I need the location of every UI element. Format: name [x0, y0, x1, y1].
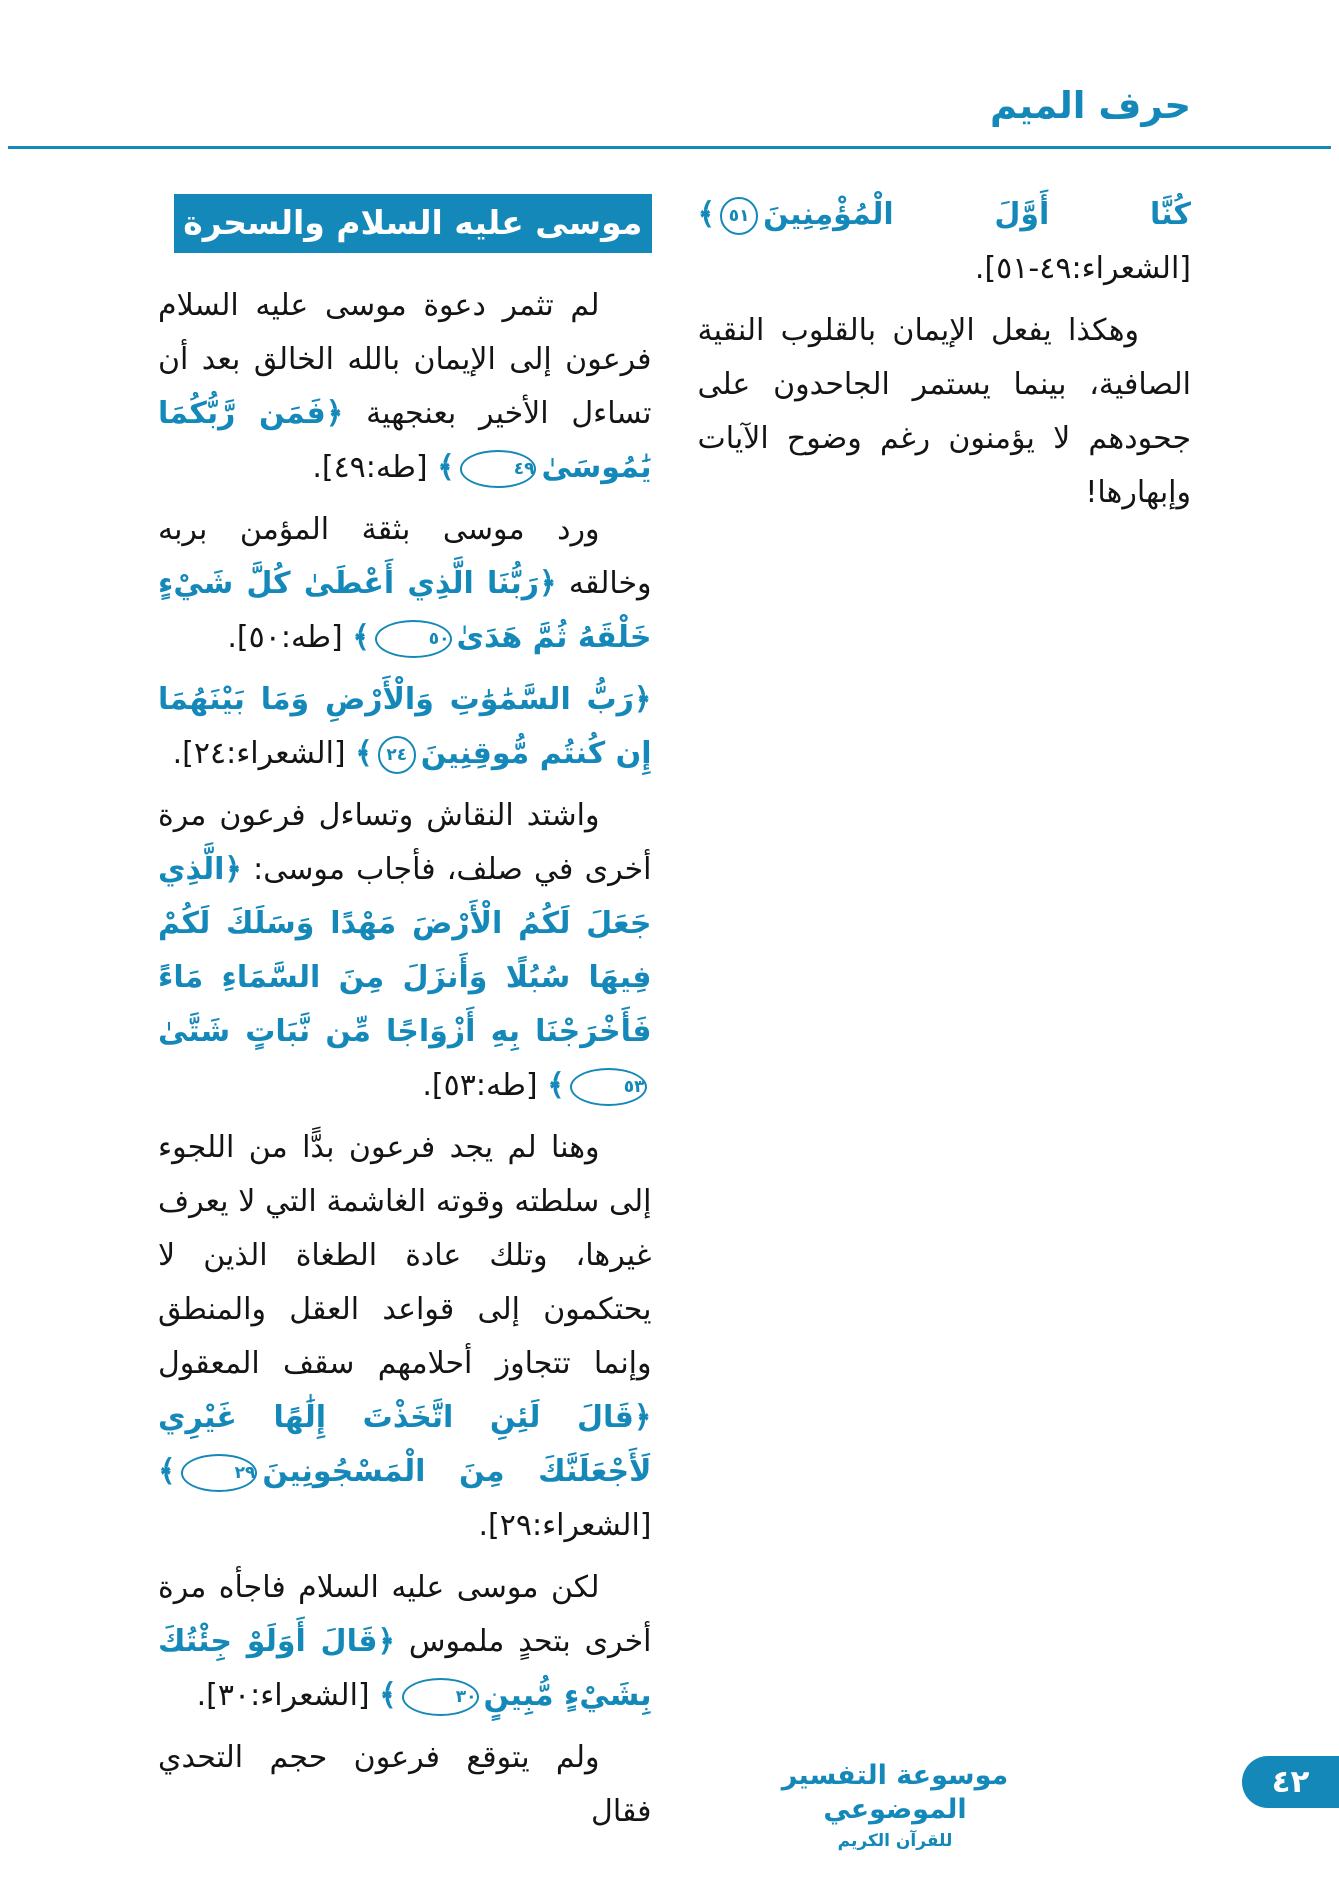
ayah-number-ornament: ٤٩	[460, 450, 537, 488]
body-text: [الشعراء:٣٠].	[196, 1678, 380, 1713]
paragraph	[158, 1731, 652, 1839]
header-rule-divider	[8, 146, 1331, 149]
quran-verse-text: ﴾	[697, 197, 716, 232]
quran-verse-text: ﴿الَّذِي جَعَلَ لَكُمُ الْأَرْضَ مَهْدًا وَسَلَكَ لَكُمْ فِيهَا سُبُلًا وَأَنزَلَ مِنَ السَّمَاءِ مَاءً فَأَخْرَجْنَا بِهِ أَزْوَاجًا مِّن نَّبَاتٍ شَتَّىٰ	[158, 852, 652, 1049]
body-text: وهنا لم يجد فرعون بدًّا من اللجوء إلى سلطته وقوته الغاشمة التي لا يعرف غيرها، وتلك عادة الطغاة الذين لا يحتكمون إلى قواعد العقل والمنطق وإنما تتجاوز أحلامهم سقف المعقول	[158, 1130, 652, 1381]
quran-verse-text: ﴾	[379, 1678, 397, 1713]
ayah-number-ornament: ٢٩	[181, 1454, 258, 1492]
paragraph	[698, 304, 1192, 520]
section-title: موسى عليه السلام والسحرة	[174, 194, 652, 253]
right-column-paragraphs	[698, 188, 1192, 520]
paragraph	[158, 673, 652, 781]
body-text: [الشعراء:٢٩].	[478, 1508, 652, 1543]
body-text: لكن موسى عليه السلام فاجأه مرة أخرى بتحدٍ ملموس	[158, 1570, 652, 1659]
quran-verse-text: ﴿فَمَن رَّبُّكُمَا يَٰمُوسَىٰ	[158, 396, 652, 485]
paragraph	[158, 279, 652, 495]
ayah-number-ornament: ٣٠	[402, 1678, 479, 1716]
quran-verse-text: ﴾	[158, 1454, 176, 1489]
ayah-number-ornament: ٥١	[720, 197, 758, 235]
quran-verse-text: ﴿قَالَ أَوَلَوْ جِئْتُكَ بِشَيْءٍ مُّبِينٍ	[158, 1624, 652, 1713]
page-content	[158, 188, 1191, 1847]
body-text: [الشعراء:٤٩-٥١].	[974, 251, 1191, 286]
quran-verse-text: ﴿رَبُّ السَّمَٰوَٰتِ وَالْأَرْضِ وَمَا بَيْنَهُمَا إِن كُنتُم مُّوقِنِينَ	[158, 682, 652, 771]
quran-verse-text: ﴿رَبُّنَا الَّذِي أَعْطَىٰ كُلَّ شَيْءٍ خَلْقَهُ ثُمَّ هَدَىٰ	[158, 566, 652, 655]
publisher-logo	[770, 1759, 1020, 1852]
publisher-logo-title: موسوعة التفسير الموضوعي	[781, 1760, 1009, 1825]
right-column	[698, 188, 1192, 528]
paragraph	[158, 1121, 652, 1553]
ayah-number-ornament: ٥٠	[375, 620, 452, 658]
publisher-logo-subtitle: للقرآن الكريم	[837, 1830, 953, 1851]
body-text: [طه:٥٠].	[227, 620, 353, 655]
ayah-number-ornament: ٢٤	[378, 736, 416, 774]
left-column	[158, 188, 652, 1847]
quran-verse-text: ﴾	[355, 736, 373, 771]
quran-verse-text: ﴾	[437, 450, 455, 485]
paragraph	[158, 1561, 652, 1723]
body-text: واشتد النقاش وتساءل فرعون مرة أخرى في صلف، فأجاب موسى:	[158, 798, 652, 887]
body-text: [طه:٥٣].	[422, 1068, 548, 1103]
body-text: ولم يتوقع فرعون حجم التحدي فقال	[158, 1740, 652, 1829]
paragraph	[158, 503, 652, 665]
paragraph	[158, 789, 652, 1113]
quran-verse-text: ﴿قَالَ لَئِنِ اتَّخَذْتَ إِلَٰهًا غَيْرِي لَأَجْعَلَنَّكَ مِنَ الْمَسْجُونِينَ	[158, 1400, 652, 1489]
ayah-number-ornament: ٥٣	[570, 1068, 647, 1106]
left-column-paragraphs	[158, 279, 652, 1839]
paragraph	[698, 188, 1192, 296]
body-text: وهكذا يفعل الإيمان بالقلوب النقية الصافية، بينما يستمر الجاحدون على جحودهم لا يؤمنون رغم وضوح الآيات وإبهارها!	[697, 313, 1191, 510]
body-text: ورد موسى بثقة المؤمن بربه وخالقه	[158, 512, 652, 601]
quran-verse-text: كُنَّا أَوَّلَ الْمُؤْمِنِينَ	[763, 197, 1191, 232]
body-text: [الشعراء:٢٤].	[172, 736, 356, 771]
page-number-badge: ٤٢	[1242, 1756, 1339, 1808]
quran-verse-text: ﴾	[352, 620, 370, 655]
chapter-title: حرف الميم	[989, 84, 1191, 127]
quran-verse-text: ﴾	[547, 1068, 565, 1103]
body-text: [طه:٤٩].	[312, 450, 438, 485]
body-text: لم تثمر دعوة موسى عليه السلام فرعون إلى الإيمان بالله الخالق بعد أن تساءل الأخير بعنجهية	[158, 288, 652, 431]
